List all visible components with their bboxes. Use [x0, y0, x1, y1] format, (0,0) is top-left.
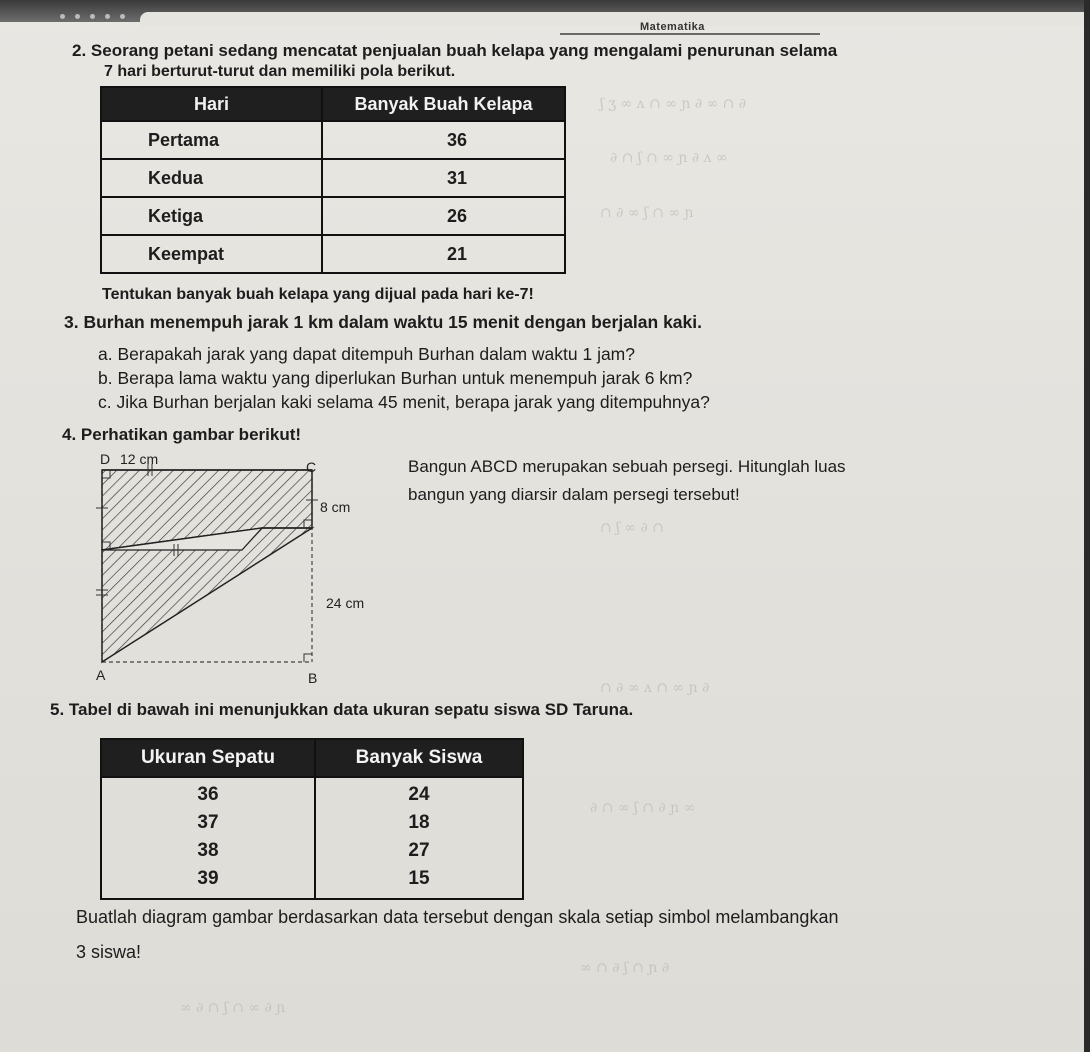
day-cell: Keempat [101, 235, 322, 273]
column-header-coconuts: Banyak Buah Kelapa [322, 87, 565, 121]
bleed-through-mark: ∂ ∩ ∞ ʃ ∩ ∂ ɲ ∞ [590, 800, 696, 816]
question-3c: c. Jika Burhan berjalan kaki selama 45 menit, berapa jarak yang ditempuhnya? [98, 392, 710, 412]
table-row [101, 121, 565, 159]
coconut-count-cell: 36 [322, 121, 565, 159]
page-header-strip [140, 12, 1090, 26]
bleed-through-mark: ∩ ʃ ∞ ∂ ∩ [600, 520, 664, 536]
student-count-cell: 15 [315, 865, 523, 899]
question-4-text-2: bangun yang diarsir dalam persegi tersebut! [408, 485, 740, 504]
coconut-count-cell: 21 [322, 235, 565, 273]
subject-label: Matematika [640, 21, 705, 33]
right-angle-mark [304, 654, 312, 662]
question-5-instruction-2: 3 siswa! [76, 942, 142, 962]
square-abcd-diagram [80, 450, 390, 690]
shoe-size-cell: 37 [101, 809, 315, 837]
day-cell: Pertama [101, 121, 322, 159]
bleed-through-mark: ∞ ∩ ∂ ʃ ∩ ɲ ∂ [580, 960, 670, 976]
dimension-right-small: 8 cm [320, 499, 351, 515]
shoe-size-cell: 39 [101, 865, 315, 899]
coconut-count-cell: 26 [322, 197, 565, 235]
column-header-day: Hari [101, 87, 322, 121]
label-a: A [96, 667, 106, 683]
table-row [101, 865, 523, 899]
question-4-text-1: Bangun ABCD merupakan sebuah persegi. Hitunglah luas [408, 457, 846, 476]
question-2-line-1: 2. Seorang petani sedang mencatat penjualan buah kelapa yang mengalami penurunan selama [72, 41, 838, 60]
label-b: B [308, 670, 318, 686]
shoe-size-cell: 36 [101, 777, 315, 809]
table-header-row [101, 87, 565, 121]
question-2-line-2: 7 hari berturut-turut dan memiliki pola berikut. [104, 63, 456, 80]
label-c: C [306, 459, 317, 475]
day-cell: Kedua [101, 159, 322, 197]
page-right-edge [1084, 0, 1090, 1052]
dimension-right-big: 24 cm [326, 595, 365, 611]
question-2-prompt: Tentukan banyak buah kelapa yang dijual pada hari ke-7! [102, 286, 534, 303]
shoe-size-cell: 38 [101, 837, 315, 865]
student-count-cell: 18 [315, 809, 523, 837]
header-rule [560, 33, 820, 35]
bleed-through-mark: ∩ ∂ ∞ ʌ ∩ ∞ ɲ ∂ [600, 680, 710, 696]
square-figure [80, 450, 390, 690]
question-5-instruction-1: Buatlah diagram gambar berdasarkan data tersebut dengan skala setiap simbol melambangkan [76, 907, 839, 927]
table-row [101, 159, 565, 197]
day-cell: Ketiga [101, 197, 322, 235]
question-3-stem: 3. Burhan menempuh jarak 1 km dalam waktu 15 menit dengan berjalan kaki. [64, 312, 702, 332]
table-row [101, 197, 565, 235]
question-5-stem: 5. Tabel di bawah ini menunjukkan data ukuran sepatu siswa SD Taruna. [50, 700, 634, 719]
coconut-count-cell: 31 [322, 159, 565, 197]
question-3a: a. Berapakah jarak yang dapat ditempuh Burhan dalam waktu 1 jam? [98, 344, 635, 364]
dimension-top: 12 cm [120, 451, 159, 467]
question-4-stem: 4. Perhatikan gambar berikut! [62, 425, 302, 444]
coconut-sales-table [100, 86, 566, 274]
label-d: D [100, 451, 111, 467]
table-row [101, 235, 565, 273]
question-3b: b. Berapa lama waktu yang diperlukan Burhan untuk menempuh jarak 6 km? [98, 368, 693, 388]
student-count-cell: 24 [315, 777, 523, 809]
bleed-through-mark: ʃ ʒ ∞ ʌ ∩ ∞ ɲ ∂ ∞ ∩ ∂ [600, 96, 747, 112]
bleed-through-mark: ∞ ∂ ∩ ʃ ∩ ∞ ∂ ɲ [180, 1000, 286, 1016]
column-header-students: Banyak Siswa [315, 739, 523, 777]
column-header-shoe-size: Ukuran Sepatu [101, 739, 315, 777]
student-count-cell: 27 [315, 837, 523, 865]
bleed-through-mark: ∩ ∂ ∞ ʃ ∩ ∞ ɲ [600, 205, 694, 221]
table-header-row [101, 739, 523, 777]
table-row [101, 777, 523, 809]
table-row [101, 809, 523, 837]
question-2 [72, 40, 837, 82]
bleed-through-mark: ∂ ∩ ʃ ∩ ∞ ɲ ∂ ʌ ∞ [610, 150, 728, 166]
shoe-size-table [100, 738, 524, 900]
table-row [101, 837, 523, 865]
